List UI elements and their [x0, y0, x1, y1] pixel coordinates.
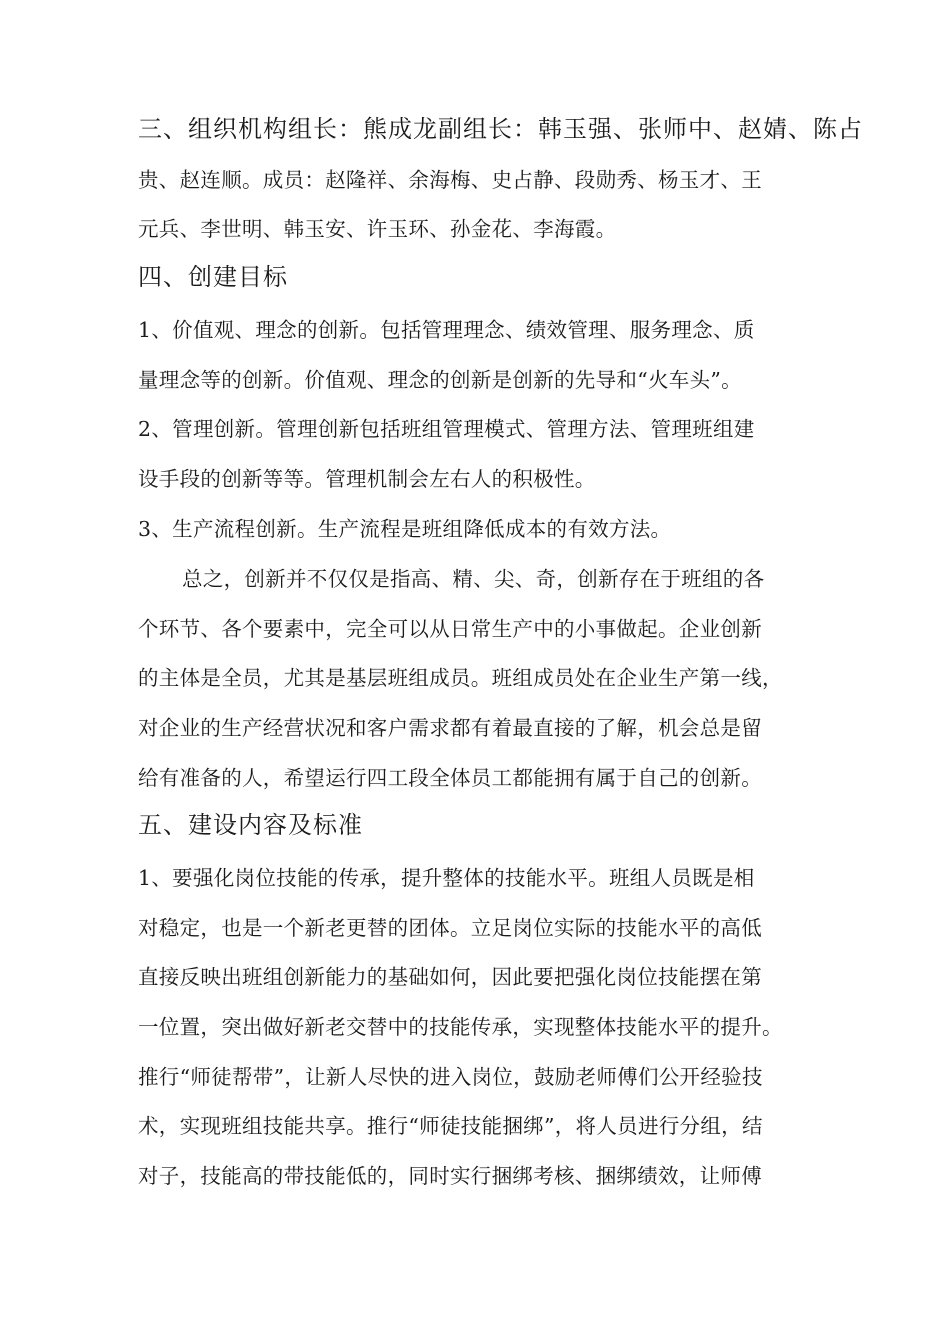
summary-line-1: 总之，创新并不仅仅是指高、精、尖、奇，创新存在于班组的各 — [182, 567, 765, 591]
content-line-5: 推行“师徒帮带”，让新人尽快的进入岗位，鼓励老师傅们公开经验技 — [138, 1065, 763, 1089]
content-line-3: 直接反映出班组创新能力的基础如何，因此要把强化岗位技能摆在第 — [138, 965, 762, 989]
summary-line-4: 对企业的生产经营状况和客户需求都有着最直接的了解，机会总是留 — [138, 716, 762, 740]
content-line-7: 对子，技能高的带技能低的，同时实行捆绑考核、捆绑绩效，让师傅 — [138, 1164, 762, 1188]
summary-line-3: 的主体是全员，尤其是基层班组成员。班组成员处在企业生产第一线， — [138, 666, 783, 690]
section-four-heading: 四、创建目标 — [138, 263, 288, 291]
section-five-heading: 五、建设内容及标准 — [138, 811, 363, 839]
content-line-1: 1、要强化岗位技能的传承，提升整体的技能水平。班组人员既是相 — [138, 866, 755, 890]
summary-line-5: 给有准备的人，希望运行四工段全体员工都能拥有属于自己的创新。 — [138, 766, 762, 790]
goal-1-line-2: 量理念等的创新。价值观、理念的创新是创新的先导和“火车头”。 — [138, 368, 742, 392]
goal-2-line-1: 2、管理创新。管理创新包括班组管理模式、管理方法、管理班组建 — [138, 417, 755, 441]
summary-line-2: 个环节、各个要素中，完全可以从日常生产中的小事做起。企业创新 — [138, 617, 762, 641]
section-three-line-2: 贵、赵连顺。成员：赵隆祥、余海梅、史占静、段勋秀、杨玉才、王 — [138, 168, 762, 192]
goal-3-line: 3、生产流程创新。生产流程是班组降低成本的有效方法。 — [138, 517, 672, 541]
section-three-line-3: 元兵、李世明、韩玉安、许玉环、孙金花、李海霞。 — [138, 217, 617, 241]
goal-1-line-1: 1、价值观、理念的创新。包括管理理念、绩效管理、服务理念、质 — [138, 318, 755, 342]
content-line-4: 一位置，突出做好新老交替中的技能传承，实现整体技能水平的提升。 — [138, 1015, 783, 1039]
goal-2-line-2: 设手段的创新等等。管理机制会左右人的积极性。 — [138, 467, 596, 491]
content-line-6: 术，实现班组技能共享。推行“师徒技能捆绑”，将人员进行分组，结 — [138, 1114, 763, 1138]
content-line-2: 对稳定，也是一个新老更替的团体。立足岗位实际的技能水平的高低 — [138, 916, 762, 940]
section-three-line-1: 三、组织机构组长：熊成龙副组长：韩玉强、张师中、赵婧、陈占 — [138, 115, 863, 143]
